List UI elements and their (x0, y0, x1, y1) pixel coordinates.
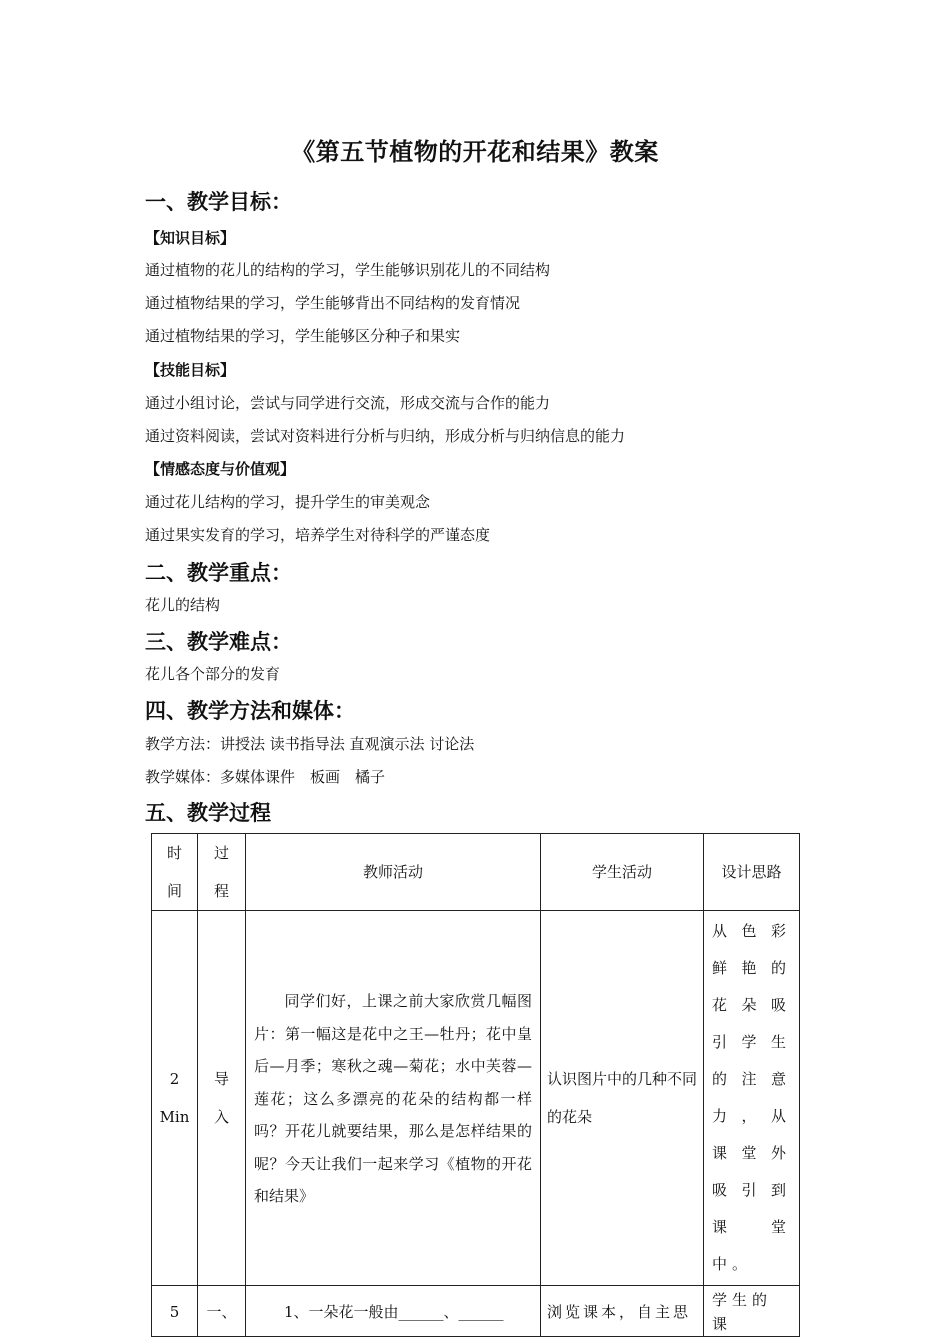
header-process (198, 834, 246, 911)
row1-time-line: 2 (169, 1070, 180, 1088)
method-heading: 四、教学方法和媒体： (145, 699, 355, 723)
table-row (152, 1286, 800, 1337)
header-teacher: 教师活动 (246, 834, 541, 911)
row1-process-line: 入 (213, 1108, 229, 1126)
process-heading: 五、教学过程 (145, 801, 271, 825)
row2-time: 5 (152, 1286, 198, 1337)
media-text: 教学媒体：多媒体课件 板画 橘子 (145, 768, 386, 786)
method-text: 教学方法：讲授法 读书指导法 直观演示法 讨论法 (145, 735, 475, 753)
knowledge-item: 通过植物的花儿的结构的学习，学生能够识别花儿的不同结构 (145, 261, 551, 279)
skill-item: 通过小组讨论，尝试与同学进行交流，形成交流与合作的能力 (145, 394, 551, 412)
header-time-line: 间 (166, 882, 182, 900)
row1-process-line: 导 (213, 1070, 229, 1088)
header-process-line: 程 (213, 882, 229, 900)
objectives-heading: 一、教学目标： (145, 190, 292, 214)
key-heading: 二、教学重点： (145, 561, 292, 585)
row1-time-line: Min (159, 1108, 190, 1126)
header-design: 设计思路 (704, 834, 800, 911)
row1-time (152, 911, 198, 1286)
row1-design: 从色彩鲜艳的花朵吸引学生的注意力，从课堂外吸引到课堂中。 (704, 911, 800, 1286)
row1-process (198, 911, 246, 1286)
attitude-item: 通过花儿结构的学习，提升学生的审美观念 (145, 493, 431, 511)
knowledge-heading: 【知识目标】 (145, 229, 236, 247)
attitude-heading: 【情感态度与价值观】 (145, 460, 296, 478)
header-student: 学生活动 (541, 834, 704, 911)
process-table (151, 833, 800, 1337)
row1-teacher (246, 911, 541, 1286)
knowledge-item: 通过植物结果的学习，学生能够区分种子和果实 (145, 327, 461, 345)
difficulty-text: 花儿各个部分的发育 (145, 665, 281, 683)
row2-process: 一、 (198, 1286, 246, 1337)
key-text: 花儿的结构 (145, 596, 221, 614)
header-time-line: 时 (166, 844, 182, 862)
row2-teacher (246, 1286, 541, 1337)
table-header-row (152, 834, 800, 911)
header-time (152, 834, 198, 911)
row1-teacher-text: 同学们好，上课之前大家欣赏几幅图片：第一幅这是花中之王—牡丹；花中皇后—月季；寒秋之魂—菊花；水中芙蓉—莲花；这么多漂亮的花朵的结构都一样吗？开花儿就要结果，那么是怎样结果的呢？今天让我们一起来学习《植物的开花和结果》 (254, 991, 532, 1206)
document-title: 《第五节植物的开花和结果》教案 (291, 138, 659, 166)
header-process-line: 过 (213, 844, 229, 862)
table-row (152, 911, 800, 1286)
row2-student: 浏览课本，自主思 (541, 1286, 704, 1337)
difficulty-heading: 三、教学难点： (145, 630, 292, 654)
row1-student: 认识图片中的几种不同的花朵 (541, 911, 704, 1286)
row2-teacher-text: 1、一朵花一般由______、______ (284, 1303, 504, 1321)
row2-design: 学生的课 (704, 1286, 800, 1337)
skill-heading: 【技能目标】 (145, 361, 236, 379)
knowledge-item: 通过植物结果的学习，学生能够背出不同结构的发育情况 (145, 294, 521, 312)
attitude-item: 通过果实发育的学习，培养学生对待科学的严谨态度 (145, 526, 491, 544)
skill-item: 通过资料阅读，尝试对资料进行分析与归纳，形成分析与归纳信息的能力 (145, 427, 626, 445)
